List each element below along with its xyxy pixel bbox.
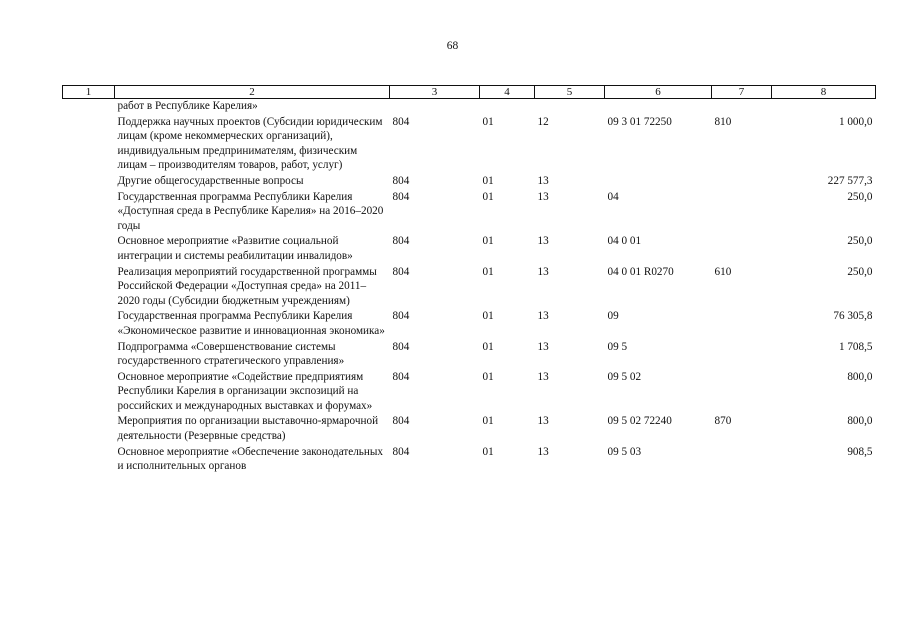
budget-item-name: Другие общегосударственные вопросы [117,174,304,187]
table-row [63,445,876,475]
expense-type-code [712,445,772,475]
amount-value: 250,0 [847,190,873,203]
row-number-cell [63,340,115,370]
row-number-cell [63,99,115,115]
target-article-code: 09 3 01 72250 [607,115,672,128]
page-number: 68 [446,40,459,52]
subsection-code [535,99,605,115]
column-header: 3 [390,86,480,99]
section-code: 01 [482,190,494,203]
target-article-code: 09 5 [607,340,628,353]
budget-item-name: Основное мероприятие «Содействие предприятиям Республики Карелия в организации экспозиций на российских и международных выставках и форумах» [117,370,373,412]
section-code: 01 [482,115,494,128]
section-code: 01 [482,174,494,187]
budget-item-name: Государственная программа Республики Карелия «Экономическое развитие и инновационная экономика» [117,310,385,337]
column-header: 1 [63,86,115,99]
expense-type-code [712,370,772,415]
expense-type-code: 610 [714,265,732,278]
budget-item-name: Поддержка научных проектов (Субсидии юридическим лицам (кроме некоммерческих организаций), индивидуальным предпринимателям, физическим лицам – производителям товаров, работ, услуг) [117,115,383,172]
expense-type-code [712,99,772,115]
ministry-code: 804 [392,370,410,383]
target-article-code: 09 [607,310,619,323]
ministry-code: 804 [392,415,410,428]
section-code: 01 [482,265,494,278]
budget-item-name: Основное мероприятие «Обеспечение законодательных и исполнительных органов [117,445,384,473]
table-row [63,115,876,174]
budget-item-name: Государственная программа Республики Карелия «Доступная среда в Республике Карелия» на 2016–2020 годы [117,190,384,232]
section-code: 01 [482,235,494,248]
budget-item-name: Подпрограмма «Совершенствование системы государственного стратегического управления» [117,340,345,368]
row-number-cell [63,190,115,235]
target-article-code [605,99,712,115]
target-article-code: 09 5 02 72240 [607,415,672,428]
ministry-code: 804 [392,115,410,128]
target-article-code: 09 5 02 [607,370,642,383]
amount-value: 1 708,5 [838,340,873,353]
budget-item-name: Реализация мероприятий государственной программы Российской Федерации «Доступная среда» на 2011–2020 годы (Субсидии бюджетным учреждениям) [117,265,377,307]
section-code: 01 [482,415,494,428]
ministry-code: 804 [392,445,410,458]
column-number-row [63,86,876,99]
ministry-code: 804 [392,235,410,248]
row-number-cell [63,309,115,339]
subsection-code: 13 [537,370,549,383]
target-article-code: 09 5 03 [607,445,642,458]
ministry-code: 804 [392,174,410,187]
amount-value: 250,0 [847,235,873,248]
subsection-code: 13 [537,310,549,323]
column-header: 4 [480,86,535,99]
table-row [63,265,876,310]
section-code: 01 [482,310,494,323]
subsection-code: 12 [537,115,549,128]
section-code: 01 [482,370,494,383]
expense-type-code [712,309,772,339]
table-row [63,370,876,415]
row-number-cell [63,234,115,264]
amount-value: 1 000,0 [838,115,873,128]
column-header: 8 [772,86,876,99]
column-header: 5 [535,86,605,99]
amount-value [772,99,876,115]
amount-value: 800,0 [847,415,873,428]
table-row [63,190,876,235]
target-article-code [605,174,712,190]
expense-type-code [712,340,772,370]
amount-value: 250,0 [847,265,873,278]
subsection-code: 13 [537,190,549,203]
expense-type-code [712,190,772,235]
column-header: 2 [115,86,390,99]
row-number-cell [63,115,115,174]
ministry-code: 804 [392,310,410,323]
amount-value: 800,0 [847,370,873,383]
target-article-code: 04 0 01 [607,235,642,248]
table-row [63,340,876,370]
section-code: 01 [482,340,494,353]
subsection-code: 13 [537,445,549,458]
amount-value: 227 577,3 [827,174,873,187]
target-article-code: 04 0 01 R0270 [607,265,674,278]
budget-table [62,85,876,475]
subsection-code: 13 [537,340,549,353]
subsection-code: 13 [537,415,549,428]
table-body [63,99,876,475]
subsection-code: 13 [537,265,549,278]
subsection-code: 13 [537,174,549,187]
ministry-code [390,99,480,115]
ministry-code: 804 [392,190,410,203]
table-row [63,174,876,190]
section-code: 01 [482,445,494,458]
expense-type-code: 870 [714,415,732,428]
row-number-cell [63,414,115,444]
ministry-code: 804 [392,265,410,278]
section-code [480,99,535,115]
expense-type-code: 810 [714,115,732,128]
amount-value: 908,5 [847,445,873,458]
row-number-cell [63,265,115,310]
subsection-code: 13 [537,235,549,248]
table-row [63,234,876,264]
column-header: 7 [712,86,772,99]
expense-type-code [712,174,772,190]
target-article-code: 04 [607,190,619,203]
table-row [63,414,876,444]
row-number-cell [63,445,115,475]
budget-item-name: работ в Республике Карелия» [117,100,258,112]
row-number-cell [63,174,115,190]
expense-type-code [712,234,772,264]
column-header: 6 [605,86,712,99]
amount-value: 76 305,8 [833,310,873,323]
budget-item-name: Основное мероприятие «Развитие социальной интеграции и системы реабилитации инвалидов» [117,235,353,262]
table-row [63,309,876,339]
row-number-cell [63,370,115,415]
ministry-code: 804 [392,340,410,353]
table-row [63,99,876,115]
budget-item-name: Мероприятия по организации выставочно-ярмарочной деятельности (Резервные средства) [117,415,379,443]
